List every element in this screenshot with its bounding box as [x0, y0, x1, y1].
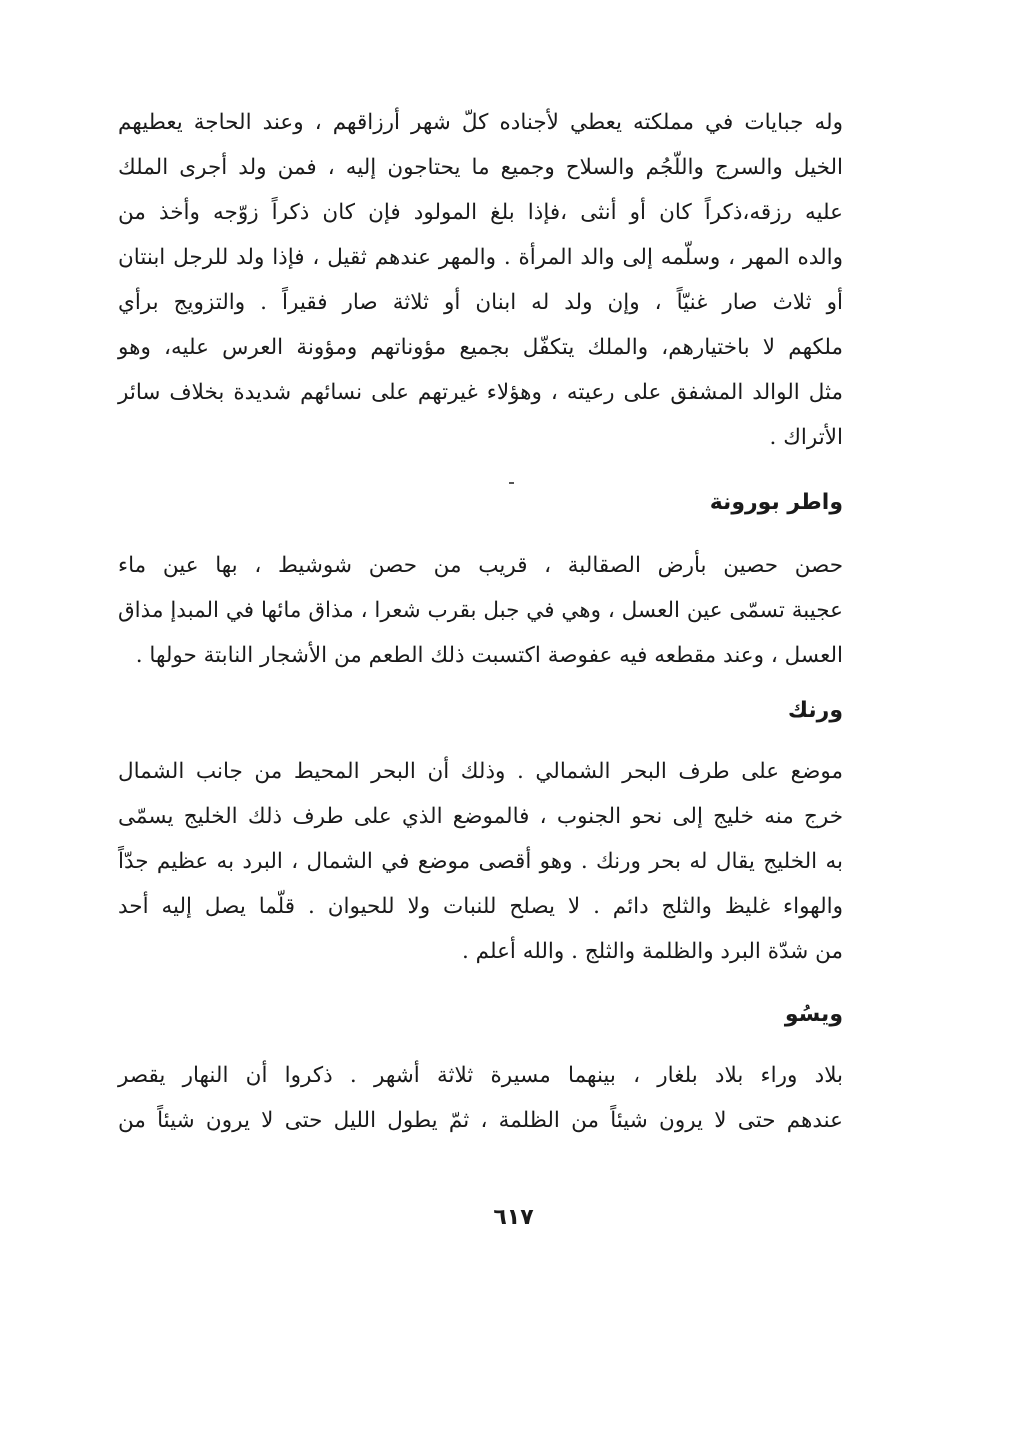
text-line: الأتراك . — [769, 425, 843, 450]
text-line: عندهم حتى لا يرون شيئاً من الظلمة ، ثمّ يطول الليل حتى لا يرون شيئاً من — [118, 1108, 843, 1133]
paragraph-warank — [118, 749, 843, 974]
text-line: العسل ، وعند مقطعه فيه عفوصة اكتسبت ذلك الطعم من الأشجار النابتة حولها . — [135, 643, 843, 668]
page-content — [118, 100, 843, 1143]
text-line: والده المهر ، وسلّمه إلى والد المرأة . والمهر عندهم ثقيل ، فإذا ولد للرجل ابنتان — [118, 245, 843, 270]
text-line: وله جبايات في مملكته يعطي لأجناده كلّ شهر أرزاقهم ، وعند الحاجة يعطيهم — [118, 110, 843, 135]
text-line: عجيبة تسمّى عين العسل ، وهي في جبل بقرب شعرا ، مذاق مائها في المبدإ مذاق — [118, 598, 843, 623]
text-line: موضع على طرف البحر الشمالي . وذلك أن البحر المحيط من جانب الشمال — [118, 759, 843, 784]
text-line: ملكهم لا باختيارهم، والملك يتكفّل بجميع مؤوناتهم ومؤونة العرس عليه، وهو — [118, 335, 843, 360]
text-line: خرج منه خليج إلى نحو الجنوب ، فالموضع الذي على طرف ذلك الخليج يسمّى — [118, 804, 843, 829]
text-line: بلاد وراء بلاد بلغار ، بينهما مسيرة ثلاثة أشهر . ذكروا أن النهار يقصر — [118, 1063, 844, 1088]
paragraph-wisu — [118, 1053, 843, 1143]
entry-heading-wisu: ويسُو — [784, 1002, 843, 1027]
text-line: مثل الوالد المشفق على رعيته ، وهؤلاء غيرتهم على نسائهم شديدة بخلاف سائر — [118, 380, 843, 405]
text-line: عليه رزقه،ذكراً كان أو أنثى ،فإذا بلغ المولود فإن كان ذكراً زوّجه وأخذ من — [118, 200, 843, 225]
text-line: الخيل والسرج واللّجُم والسلاح وجميع ما يحتاجون إليه ، فمن ولد أجرى الملك — [118, 155, 843, 180]
entry-heading-warank: ورنك — [787, 698, 843, 723]
print-speck — [509, 482, 514, 484]
text-line: والهواء غليظ والثلج دائم . لا يصلح للنبات ولا للحيوان . قلّما يصل إليه أحد — [118, 894, 843, 919]
paragraph-watr-borona — [118, 543, 843, 678]
paragraph-intro — [118, 100, 843, 460]
text-line: حصن حصين بأرض الصقالبة ، قريب من حصن شوشيط ، بها عين ماء — [118, 553, 843, 578]
entry-heading-watr-borona: واطر بورونة — [709, 490, 843, 515]
text-line: به الخليج يقال له بحر ورنك . وهو أقصى موضع في الشمال ، البرد به عظيم جدّاً — [118, 849, 843, 874]
page-number: ٦١٧ — [493, 1205, 534, 1230]
text-line: من شدّة البرد والظلمة والثلج . والله أعلم . — [461, 939, 843, 964]
text-line: أو ثلاث صار غنيّاً ، وإن ولد له ابنان أو ثلاثة صار فقيراً . والتزويج برأي — [118, 290, 843, 315]
